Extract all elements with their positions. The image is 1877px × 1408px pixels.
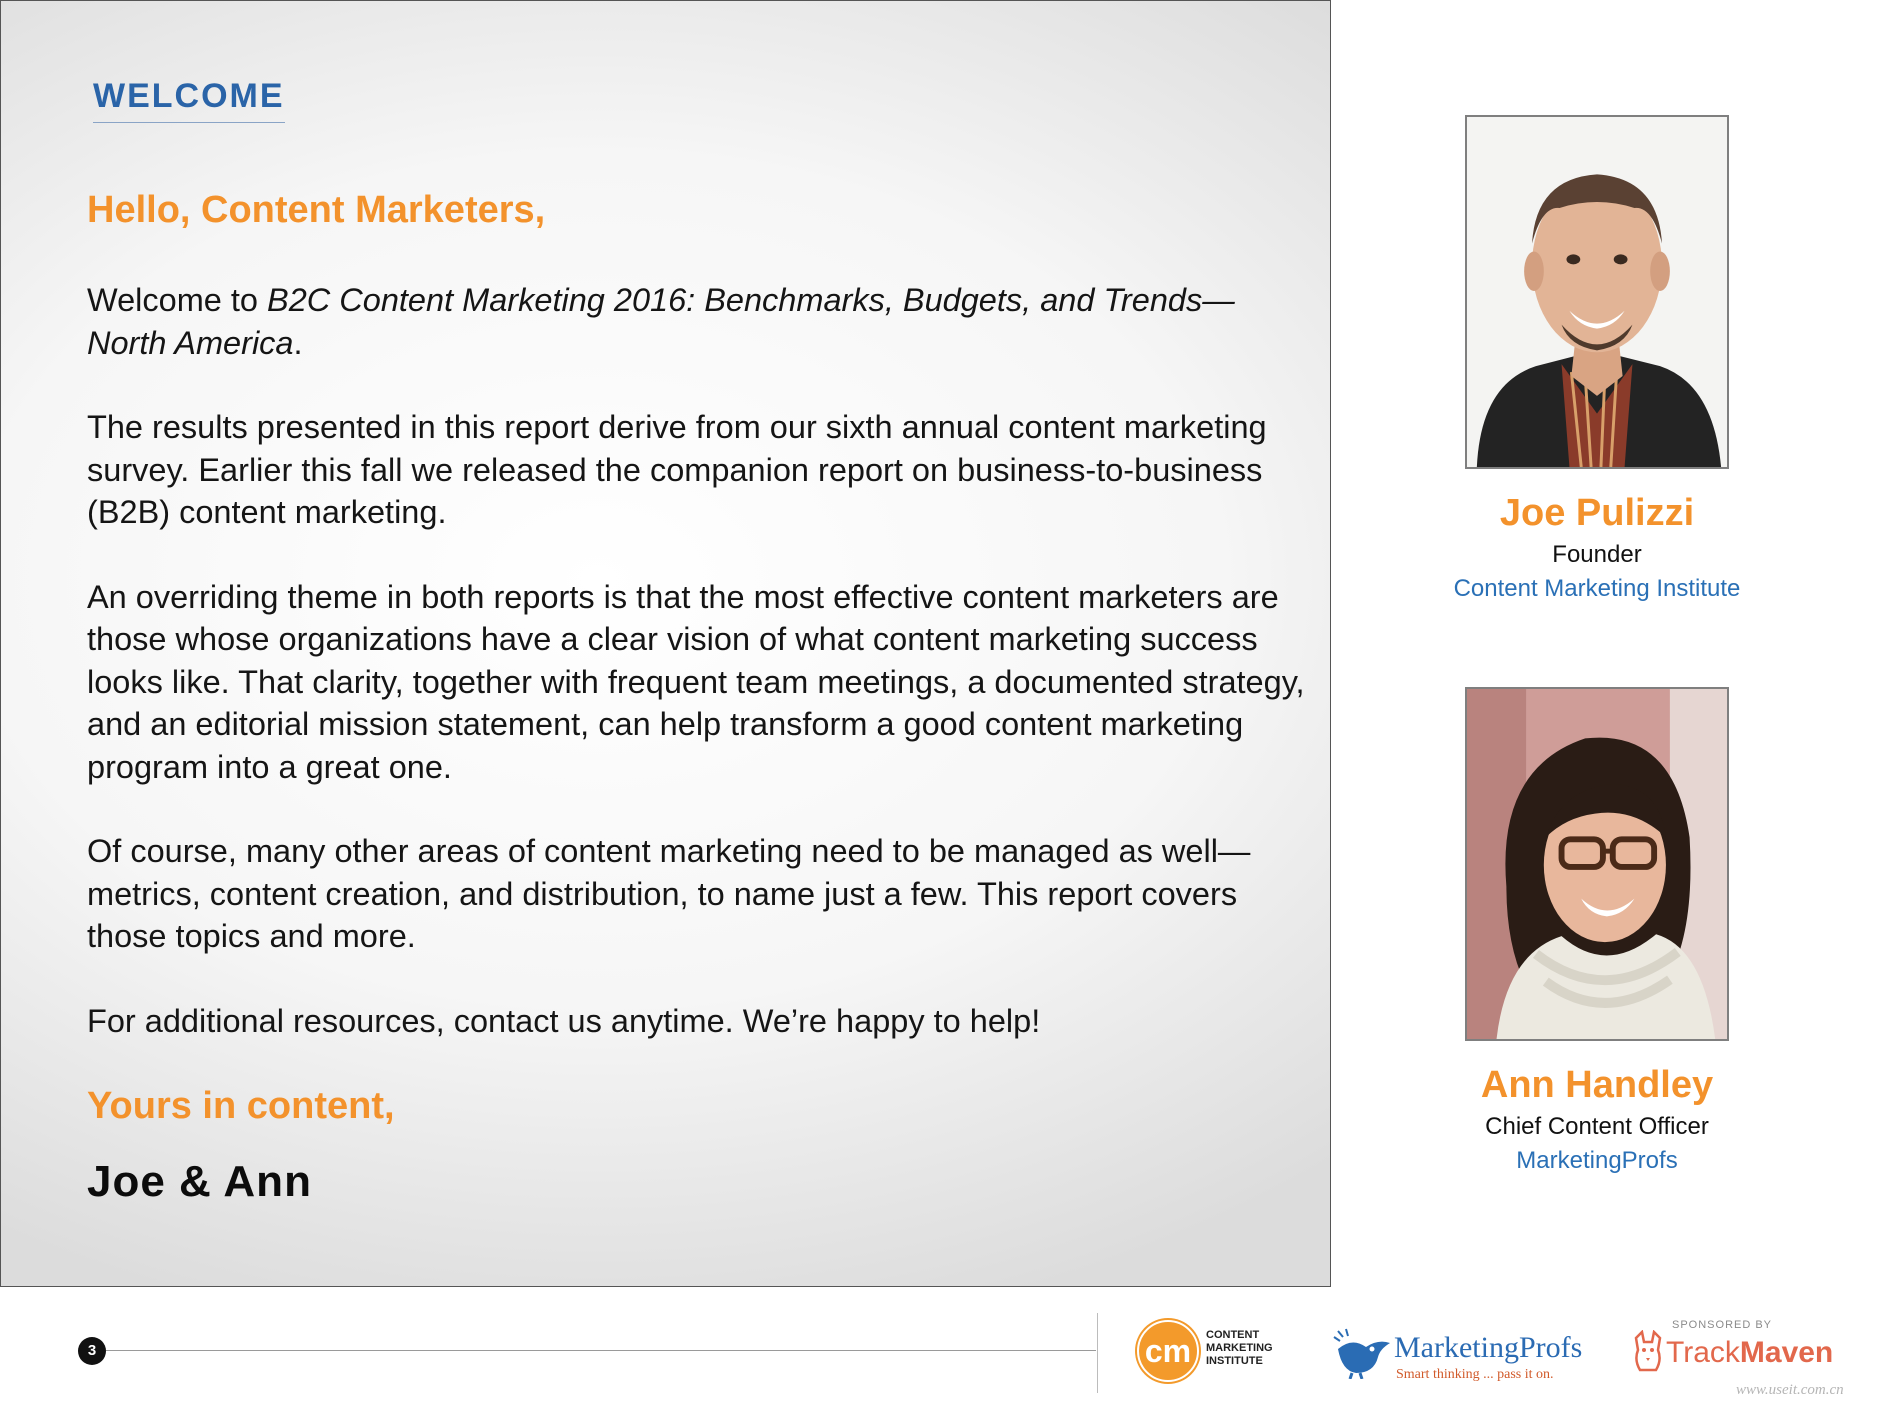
author-org-ann: MarketingProfs (1516, 1147, 1678, 1174)
paragraph-resources: For additional resources, contact us anytime. We’re happy to help! (87, 1002, 1041, 1039)
ann-handley-photo (1465, 687, 1729, 1041)
intro-prefix: Welcome to (87, 282, 268, 318)
section-title: WELCOME (93, 77, 285, 123)
sponsored-by-label: SPONSORED BY (1672, 1319, 1773, 1331)
joe-pulizzi-photo (1465, 115, 1729, 469)
cmi-line-3: INSTITUTE (1206, 1355, 1263, 1367)
greeting-heading: Hello, Content Marketers, (87, 189, 546, 231)
author-card-joe (1432, 115, 1762, 607)
trackmaven-name-part2: Maven (1739, 1336, 1834, 1369)
watermark: www.useit.com.cn (1736, 1382, 1844, 1398)
dog-icon (1632, 1330, 1664, 1376)
footer-divider (1097, 1313, 1098, 1393)
trackmaven-name-part1: Track (1666, 1336, 1740, 1369)
page-number: 3 (78, 1337, 106, 1365)
report-title: B2C Content Marketing 2016: Benchmarks, Budgets, and Trends—North America (87, 282, 1235, 361)
cmi-logo-text (1206, 1329, 1273, 1368)
cmi-logo-mark: cm (1144, 1333, 1192, 1369)
trackmaven-name (1666, 1336, 1833, 1370)
letter-body (87, 279, 1307, 1084)
author-card-ann (1432, 687, 1762, 1179)
author-name-ann: Ann Handley (1480, 1064, 1714, 1106)
marketingprofs-name: MarketingProfs (1394, 1331, 1583, 1364)
paragraph-theme: An overriding theme in both reports is that the most effective content marketers are those whose organizations have a clear vision of what content marketing success looks like. That clarity, together with frequent team meetings, a documented strategy, and an editorial mission statement, can help transform a good content marketing program into a great one. (87, 578, 1305, 785)
marketingprofs-tagline: Smart thinking ... pass it on. (1396, 1367, 1554, 1382)
paragraph-other-areas: Of course, many other areas of content marketing need to be managed as well—metrics, content creation, and distribution, to name just a few. This report covers those topics and more. (87, 833, 1251, 954)
closing-line: Yours in content, (87, 1085, 395, 1127)
signature: Joe & Ann (87, 1157, 312, 1206)
footer-rule (106, 1350, 1096, 1351)
author-role-joe: Founder (1552, 541, 1642, 568)
cmi-line-1: CONTENT (1206, 1329, 1260, 1341)
intro-suffix: . (293, 324, 303, 361)
author-role-ann: Chief Content Officer (1485, 1113, 1709, 1140)
author-org-joe: Content Marketing Institute (1453, 575, 1741, 602)
bird-icon (1332, 1327, 1392, 1379)
paragraph-results: The results presented in this report derive from our sixth annual content marketing survey. Earlier this fall we released the companion report on business-to-business (B2B) content marketing. (87, 409, 1267, 530)
intro-paragraph (87, 279, 1307, 364)
author-name-joe: Joe Pulizzi (1499, 492, 1695, 534)
cmi-line-2: MARKETING (1206, 1342, 1273, 1354)
